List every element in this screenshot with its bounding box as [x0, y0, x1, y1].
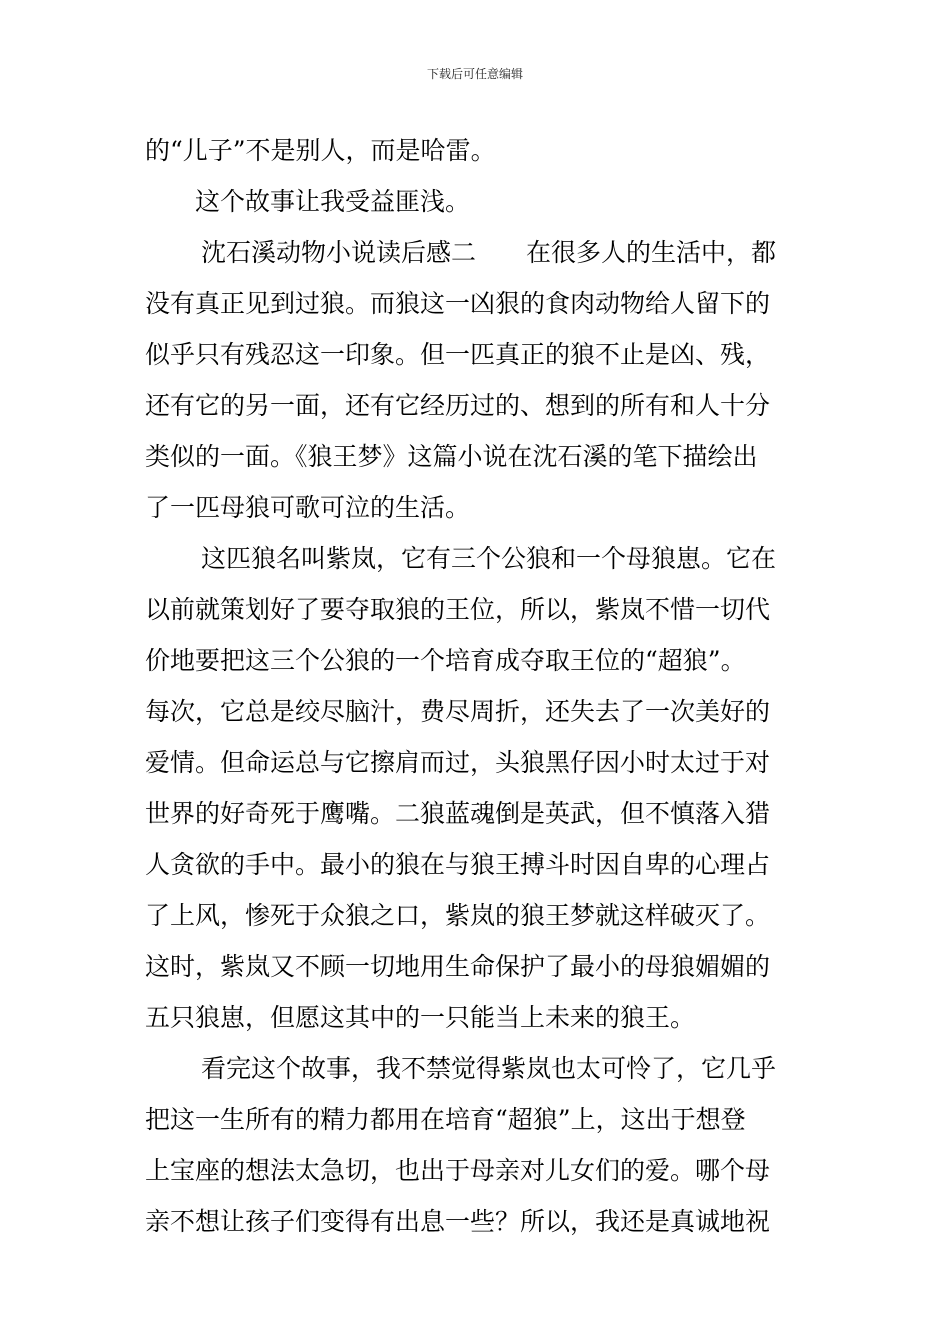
text-line: 还有它的另一面，还有它经历过的、想到的所有和人十分: [145, 391, 771, 420]
text-line: 了上风，惨死于众狼之口，紫岚的狼王梦就这样破灭了。: [145, 901, 771, 930]
text-line: 似乎只有残忍这一印象。但一匹真正的狼不止是凶、残，: [145, 340, 771, 369]
text-line: 这匹狼名叫紫岚，它有三个公狼和一个母狼崽。它在: [201, 544, 777, 573]
text-line: 亲不想让孩子们变得有出息一些？所以，我还是真诚地祝: [145, 1207, 771, 1236]
text-line: 看完这个故事，我不禁觉得紫岚也太可怜了，它几乎: [201, 1054, 777, 1083]
text-line: 沈石溪动物小说读后感二 在很多人的生活中，都: [201, 238, 777, 267]
text-line: 人贪欲的手中。最小的狼在与狼王搏斗时因自卑的心理占: [145, 850, 771, 879]
text-line: 每次，它总是绞尽脑汁，费尽周折，还失去了一次美好的: [145, 697, 771, 726]
text-line: 价地要把这三个公狼的一个培育成夺取王位的“超狼”。: [145, 646, 746, 675]
text-line: 这个故事让我受益匪浅。: [195, 187, 471, 216]
text-line: 五只狼崽，但愿这其中的一只能当上未来的狼王。: [145, 1003, 696, 1032]
page-header: 下载后可任意编辑: [426, 67, 523, 81]
text-line: 以前就策划好了要夺取狼的王位，所以，紫岚不惜一切代: [145, 595, 771, 624]
text-line: 类似的一面。《狼王梦》这篇小说在沈石溪的笔下描绘出: [145, 442, 758, 471]
text-line: 的“儿子”不是别人，而是哈雷。: [145, 136, 496, 165]
text-line: 爱情。但命运总与它擦肩而过，头狼黑仔因小时太过于对: [145, 748, 771, 777]
text-line: 了一匹母狼可歌可泣的生活。: [145, 493, 471, 522]
text-line: 世界的好奇死于鹰嘴。二狼蓝魂倒是英武，但不慎落入猎: [145, 799, 771, 828]
text-line: 上宝座的想法太急切，也出于母亲对儿女们的爱。哪个母: [145, 1156, 771, 1185]
document-body: [145, 125, 810, 1247]
text-line: 把这一生所有的精力都用在培育“超狼”上，这出于想登: [145, 1105, 746, 1134]
text-line: 这时，紫岚又不顾一切地用生命保护了最小的母狼媚媚的: [145, 952, 771, 981]
text-line: 没有真正见到过狼。而狼这一凶狠的食肉动物给人留下的: [145, 289, 771, 318]
